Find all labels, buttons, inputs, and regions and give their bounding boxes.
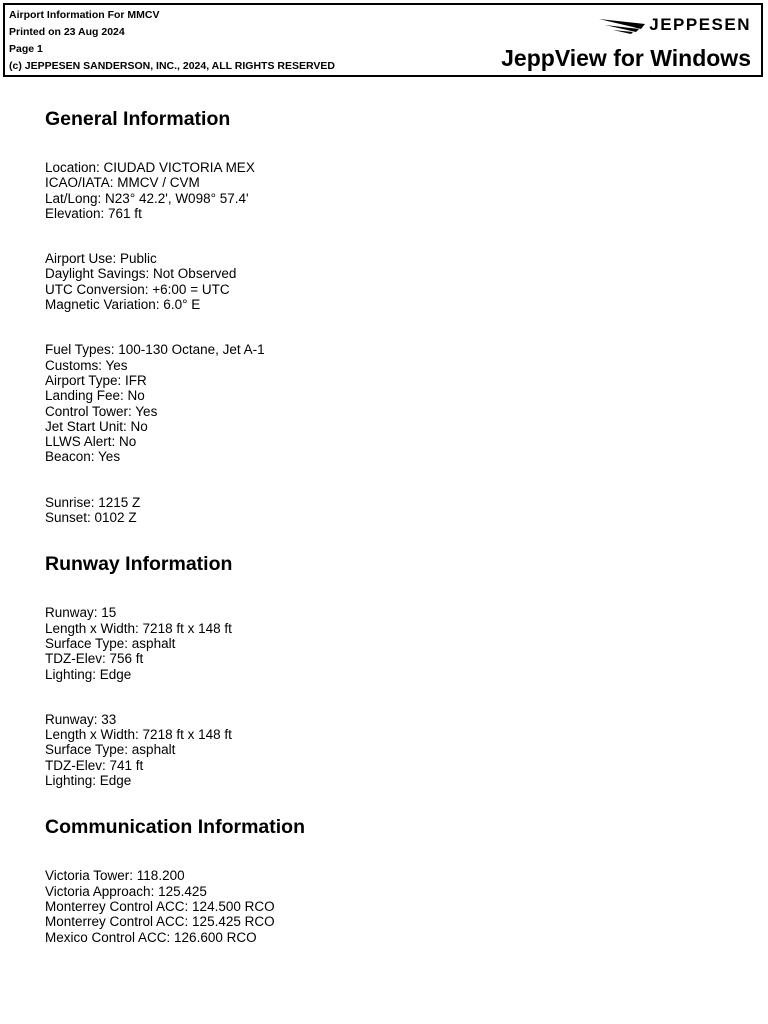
header-airport-title: Airport Information For MMCV <box>9 9 160 21</box>
jet-start-unit-line: Jet Start Unit: No <box>45 418 148 434</box>
header-print-date: Printed on 23 Aug 2024 <box>9 26 125 38</box>
sunset-line: Sunset: 0102 Z <box>45 510 137 526</box>
sun-times-block <box>45 495 745 526</box>
runway-15-block <box>45 605 745 681</box>
frequency-line: Monterrey Control ACC: 124.500 RCO <box>45 898 275 914</box>
frequencies-block <box>45 868 745 944</box>
section-title-communication: Communication Information <box>45 816 305 839</box>
fuel-types-line: Fuel Types: 100-130 Octane, Jet A-1 <box>45 342 265 358</box>
runway-33-block <box>45 712 745 788</box>
frequency-line: Victoria Approach: 125.425 <box>45 883 207 899</box>
jeppesen-swoosh-icon <box>599 15 647 35</box>
runway-id-line: Runway: 33 <box>45 711 117 727</box>
landing-fee-line: Landing Fee: No <box>45 388 145 404</box>
runway-lighting-line: Lighting: Edge <box>45 773 132 789</box>
runway-tdz-elev-line: TDZ-Elev: 741 ft <box>45 757 144 773</box>
runway-dimensions-line: Length x Width: 7218 ft x 148 ft <box>45 727 232 743</box>
elevation-line: Elevation: 761 ft <box>45 205 142 221</box>
runway-surface-line: Surface Type: asphalt <box>45 635 176 651</box>
report-header <box>3 3 763 77</box>
airport-use-line: Airport Use: Public <box>45 251 157 267</box>
llws-alert-line: LLWS Alert: No <box>45 434 137 450</box>
runway-dimensions-line: Length x Width: 7218 ft x 148 ft <box>45 620 232 636</box>
location-line: Location: CIUDAD VICTORIA MEX <box>45 160 255 175</box>
frequency-line: Monterrey Control ACC: 125.425 RCO <box>45 914 275 930</box>
utc-conversion-line: UTC Conversion: +6:00 = UTC <box>45 281 230 297</box>
section-title-general: General Information <box>45 108 231 130</box>
icao-iata-line: ICAO/IATA: MMCV / CVM <box>45 175 200 191</box>
lat-long-line: Lat/Long: N23° 42.2', W098° 57.4' <box>45 190 249 206</box>
runway-id-line: Runway: 15 <box>45 605 117 621</box>
runway-information-section <box>45 552 745 788</box>
product-name: JeppView for Windows <box>501 45 751 71</box>
header-copyright: (c) JEPPESEN SANDERSON, INC., 2024, ALL RIGHTS RESERVED <box>9 60 335 72</box>
jeppesen-brand <box>599 15 751 35</box>
location-block <box>45 160 745 221</box>
runway-surface-line: Surface Type: asphalt <box>45 742 176 758</box>
brand-name: JEPPESEN <box>649 15 751 34</box>
header-info <box>9 7 335 75</box>
airport-report <box>45 107 745 945</box>
facilities-block <box>45 342 745 464</box>
runway-lighting-line: Lighting: Edge <box>45 666 132 682</box>
runway-tdz-elev-line: TDZ-Elev: 756 ft <box>45 651 144 667</box>
customs-line: Customs: Yes <box>45 357 128 373</box>
control-tower-line: Control Tower: Yes <box>45 403 158 419</box>
magnetic-variation-line: Magnetic Variation: 6.0° E <box>45 297 201 313</box>
general-information-section <box>45 107 745 525</box>
daylight-savings-line: Daylight Savings: Not Observed <box>45 266 237 282</box>
sunrise-line: Sunrise: 1215 Z <box>45 494 141 510</box>
frequency-line: Mexico Control ACC: 126.600 RCO <box>45 929 257 945</box>
airport-use-block <box>45 251 745 312</box>
section-title-runway: Runway Information <box>45 553 233 576</box>
beacon-line: Beacon: Yes <box>45 449 121 465</box>
airport-type-line: Airport Type: IFR <box>45 372 147 388</box>
communication-information-section <box>45 815 745 944</box>
frequency-line: Victoria Tower: 118.200 <box>45 868 185 884</box>
header-page-number: Page 1 <box>9 43 43 55</box>
